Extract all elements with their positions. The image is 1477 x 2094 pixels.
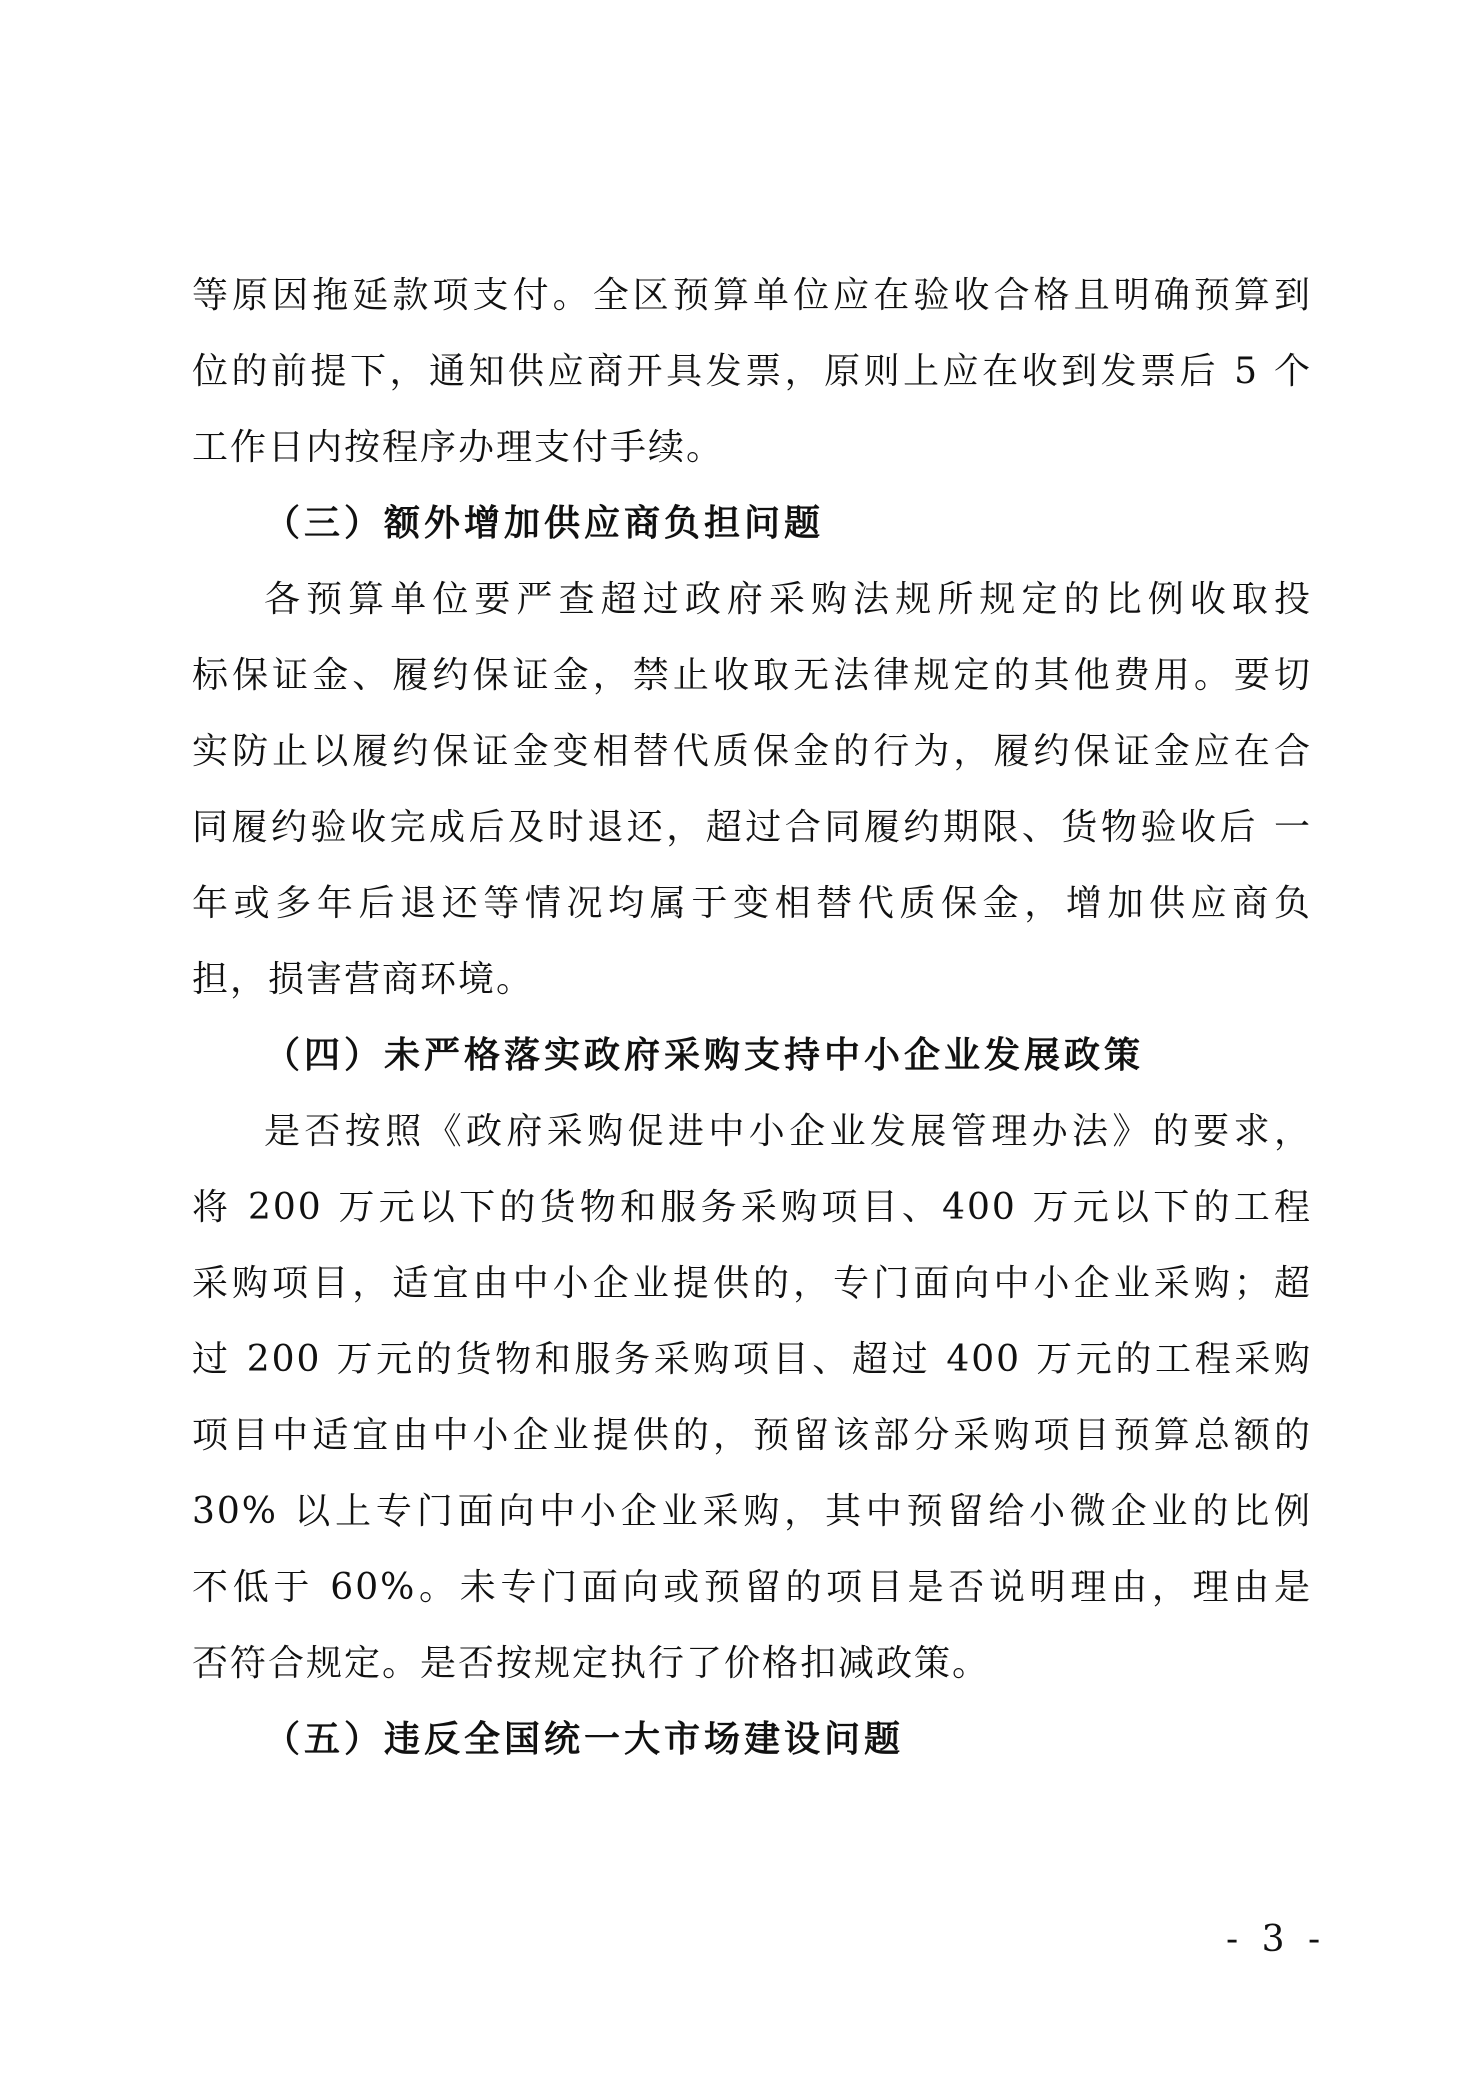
body-text-line: 年或多年后退还等情况均属于变相替代质保金，增加供应商负: [192, 883, 1312, 924]
body-text-line: 标保证金、履约保证金，禁止收取无法律规定的其他费用。要切: [192, 655, 1312, 696]
body-text-line: 实防止以履约保证金变相替代质保金的行为，履约保证金应在合: [192, 731, 1312, 772]
body-text-line: 担，损害营商环境。: [192, 959, 535, 1000]
body-text-line: 各预算单位要严查超过政府采购法规所规定的比例收取投: [264, 579, 1312, 620]
body-text-line: 工作日内按程序办理支付手续。: [192, 427, 725, 468]
body-text-line: 位的前提下，通知供应商开具发票，原则上应在收到发票后 5 个: [192, 351, 1312, 392]
body-text-line: 30% 以上专门面向中小企业采购，其中预留给小微企业的比例: [192, 1491, 1312, 1532]
section-heading-5: （五）违反全国统一大市场建设问题: [264, 1719, 905, 1760]
body-text-line: 将 200 万元以下的货物和服务采购项目、400 万元以下的工程: [192, 1187, 1312, 1228]
body-text-line: 项目中适宜由中小企业提供的，预留该部分采购项目预算总额的: [192, 1415, 1312, 1456]
body-text-line: 是否按照《政府采购促进中小企业发展管理办法》的要求，: [264, 1111, 1312, 1152]
section-heading-3: （三）额外增加供应商负担问题: [264, 503, 825, 544]
body-text-line: 不低于 60%。未专门面向或预留的项目是否说明理由，理由是: [192, 1567, 1312, 1608]
body-text-line: 同履约验收完成后及时退还，超过合同履约期限、货物验收后 一: [192, 807, 1312, 848]
body-text-line: 过 200 万元的货物和服务采购项目、超过 400 万元的工程采购: [192, 1339, 1312, 1380]
body-text-line: 否符合规定。是否按规定执行了价格扣减政策。: [192, 1643, 991, 1684]
body-text-line: 等原因拖延款项支付。全区预算单位应在验收合格且明确预算到: [192, 275, 1312, 316]
section-heading-4: （四）未严格落实政府采购支持中小企业发展政策: [264, 1035, 1145, 1076]
body-text-line: 采购项目，适宜由中小企业提供的，专门面向中小企业采购；超: [192, 1263, 1312, 1304]
page-number: - 3 -: [1226, 1919, 1327, 1960]
